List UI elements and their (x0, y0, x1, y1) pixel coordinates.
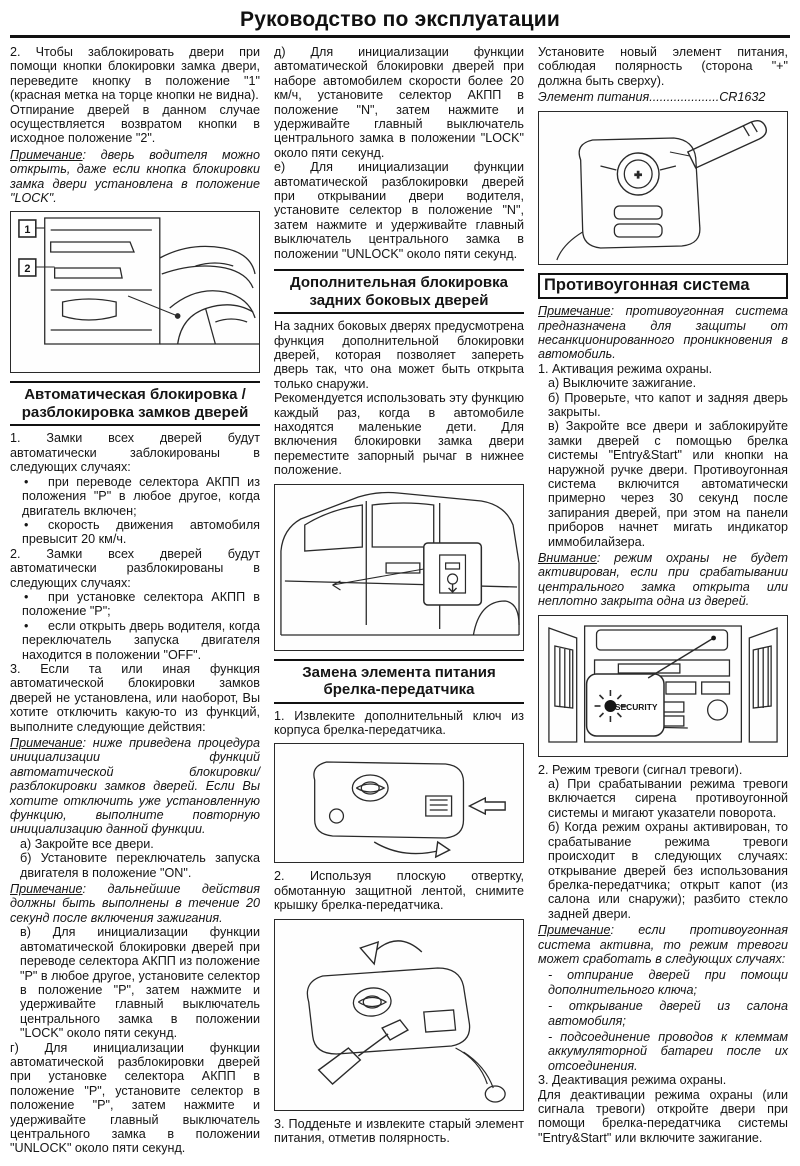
step-v-init-autolock: в) Для инициализации функции автоматической блокировки дверей при переводе селектора АКПП из положение "P" в любое другое, установите селектор в положение "P", затем нажмите и удерживайте главный выключатель центрального замка в положении "LOCK" около пяти секунд. (20, 925, 260, 1041)
note-label: Примечание (10, 736, 83, 750)
paragraph-arming-title: 1. Активация режима охраны. (538, 361, 713, 376)
header-divider (10, 35, 790, 38)
column-left (10, 45, 260, 1156)
column-middle (274, 45, 524, 1145)
bullet-dot-icon: • (24, 517, 29, 532)
security-label: SECURITY (614, 701, 658, 712)
figure-door-lock-button (10, 211, 260, 373)
step-b-check-hood: б) Проверьте, что капот и задняя дверь закрыты. (548, 390, 788, 419)
note-text: : дальнейшие действия должны быть выполнены в течение 20 секунд после включения зажигания. (10, 882, 260, 925)
figure-rear-door-child-lock (274, 484, 524, 651)
heading-child-lock: Дополнительная блокировка задних боковых дверей (274, 269, 524, 314)
note-label: Примечание (538, 304, 611, 319)
warning-label: Внимание (538, 551, 597, 566)
svg-text:1: 1 (24, 224, 31, 237)
bullet-dot-icon: • (24, 474, 29, 489)
step-e-init-driver-door: е) Для инициализации функции автоматической разблокировки дверей при открывании двери водителя, установите селектор в положение "N", затем нажмите и удерживайте главный выключатель центрального замка в положении "UNLOCK" около пяти секунд. (274, 160, 524, 261)
bullet-text: скорость движения автомобиля превысит 20 км/ч. (22, 517, 260, 547)
figure-dashboard-security-indicator (538, 615, 788, 757)
note-text: : дверь водителя можно открыть, даже если кнопка блокировки замка двери установлена в положение "LOCK". (10, 147, 260, 206)
column-right (538, 45, 788, 1145)
note-text: : если противоугонная система активна, то режим тревоги может сработать в следующих случаях: (538, 923, 788, 966)
step-v-lock-doors: в) Закройте все двери и заблокируйте замки дверей с помощью брелка системы "Entry&Start" или кнопки на наружной ручке двери. Противоугонная система включится автоматически примерно через 30 секунд после запирания дверей, при этом на панели приборов начнет мигать индикатор иммобилайзера. (548, 419, 788, 549)
note-20-seconds (10, 882, 260, 925)
figure-fob-battery-install (538, 111, 788, 265)
warning-not-armed (538, 551, 788, 609)
three-column-body (10, 45, 790, 1156)
bullet-speed-20 (10, 518, 260, 547)
step-a-alarm-siren: а) При срабатывании режима тревоги включается сирена противоугонной системы и мигают указатели поворота. (548, 777, 788, 820)
heading-auto-lock-unlock: Автоматическая блокировка / разблокировка замков дверей (10, 381, 260, 426)
paragraph-install-new-battery: Установите новый элемент питания, соблюдая полярность (сторона "+" должна быть сверху). (538, 45, 788, 88)
bullet-dot-icon: • (24, 589, 29, 604)
dash-item-battery-reconnect: - подсоединение проводов к клеммам аккумуляторной батареи после их отсоединения. (548, 1029, 788, 1073)
step-3-remove-battery: 3. Подденьте и извлеките старый элемент питания, отметив полярность. (274, 1116, 524, 1145)
step-g-init-autounlock: г) Для инициализации функции автоматической разблокировки дверей при установке селектора АКПП в положение "P", установите селектор в положение "P", затем нажмите и удерживайте главный выключатель центрального замка в положении "UNLOCK" около пяти секунд. (10, 1040, 260, 1156)
heading-anti-theft-system: Противоугонная система (538, 273, 788, 300)
warning-text: : режим охраны не будет активирован, если при срабатывании центрального замка открыта или неплотно закрыта одна из дверей. (538, 551, 788, 609)
paragraph-disarm-title: 3. Деактивация режима охраны. (538, 1073, 727, 1088)
step-1-remove-key: 1. Извлеките дополнительный ключ из корпуса брелка-передатчика. (274, 708, 524, 737)
step-d-init-speed: д) Для инициализации функции автоматической блокировки дверей при наборе автомобилем скорости более 20 км/ч, установите селектор АКПП в положение "N", затем нажмите и удерживайте главный выключатель центрального замка в положении "LOCK" около пяти секунд. (274, 45, 524, 160)
dash-item-inside-open: - открывание дверей из салона автомобиля; (548, 999, 788, 1028)
step-2-open-cover: 2. Используя плоскую отвертку, обмотанную защитной лентой, снимите крышку брелка-передатчика. (274, 869, 524, 913)
paragraph-unlock-return: Отпирание дверей в данном случае осуществляется возвратом кнопки в исходное положение "2". (10, 102, 260, 146)
note-label: Примечание (538, 923, 611, 938)
step-a-ignition-off: а) Выключите зажигание. (548, 376, 697, 391)
paragraph-disarm-desc: Для деактивации режима охраны (или сигнала тревоги) откройте двери при помощи брелка-передатчика системы "Entry&Start" или включите зажигание. (538, 1087, 788, 1145)
note-text: : ниже приведена процедура инициализации функций автоматической блокировки/разблокировки замков дверей. Если Вы хотите отключить уже установленную функцию, выполните повторную инициализацию данной функции. (10, 736, 260, 837)
paragraph-alarm-title: 2. Режим тревоги (сигнал тревоги). (538, 762, 743, 777)
paragraph-auto-unlock-cases: 2. Замки всех дверей будут автоматически разблокированы в следующих случаях: (10, 546, 260, 590)
paragraph-child-lock-desc: На задних боковых дверях предусмотрена функция дополнительной блокировки дверей, которая позволяет запереть дверь так, что она может быть открыта только снаружи. (274, 319, 524, 391)
spec-dots: .................... (649, 90, 720, 105)
paragraph-function-init-intro: 3. Если та или иная функция автоматической блокировки замков дверей не установлена, или наоборот, Вы хотите отключить какую-то из функций, выполните следующие действия: (10, 661, 260, 734)
note-label: Примечание (10, 147, 83, 162)
spec-label: Элемент питания (538, 90, 650, 105)
note-false-alarm-cases (538, 923, 788, 966)
page-title: Руководство по эксплуатации (239, 8, 561, 31)
dash-item-aux-key: - отпирание дверей при помощи дополнительного ключа; (548, 968, 788, 997)
note-label: Примечание (10, 882, 83, 897)
heading-battery-replacement: Замена элемента питания брелка-передатчика (274, 659, 524, 704)
note-anti-theft-purpose (538, 304, 788, 362)
bullet-text: при переводе селектора АКПП из положения "P" в любое другое, когда двигатель включен; (22, 474, 260, 518)
spec-value: CR1632 (719, 90, 766, 105)
figure-fob-pry-cover (274, 919, 524, 1111)
svg-text:+: + (634, 166, 642, 182)
spec-battery-type (538, 90, 788, 104)
note-text: : противоугонная система предназначена для защиты от несанкционированного проникновения в автомобиль. (538, 304, 788, 362)
figure-fob-remove-key (274, 743, 524, 863)
bullet-selector-to-p (10, 590, 260, 619)
paragraph-child-lock-rec: Рекомендуется использовать эту функцию каждый раз, когда в автомобиле находятся маленькие дети. Для включения блокировки замка двери переместите запорный рычаг в нижнее положение. (274, 391, 524, 478)
bullet-dot-icon: • (24, 618, 29, 633)
paragraph-auto-lock-cases: 1. Замки всех дверей будут автоматически заблокированы в следующих случаях: (10, 431, 260, 475)
note-init-procedure (10, 736, 260, 837)
bullet-text: при установке селектора АКПП в положение "P"; (22, 589, 260, 619)
step-b-switch-on: б) Установите переключатель запуска двигателя в положение "ON". (20, 851, 260, 880)
step-a-close-doors: а) Закройте все двери. (20, 836, 154, 851)
svg-text:2: 2 (24, 263, 31, 276)
bullet-driver-door-off (10, 619, 260, 662)
bullet-selector-from-p (10, 475, 260, 518)
note-driver-door (10, 148, 260, 206)
paragraph-lock-button: 2. Чтобы заблокировать двери при помощи кнопки блокировки замка двери, переведите кнопку в положение "1" (красная метка на торце кнопки не видна). (10, 45, 260, 103)
bullet-text: если открыть дверь водителя, когда переключатель запуска двигателя находится в положении "OFF". (22, 618, 260, 662)
step-b-alarm-triggers: б) Когда режим охраны активирован, то срабатывание режима тревоги происходит в следующих случаях: открывание дверей без использования брелка-передатчика; открыт капот (из салона или снаружи); разбито стекло задней двери. (548, 820, 788, 921)
